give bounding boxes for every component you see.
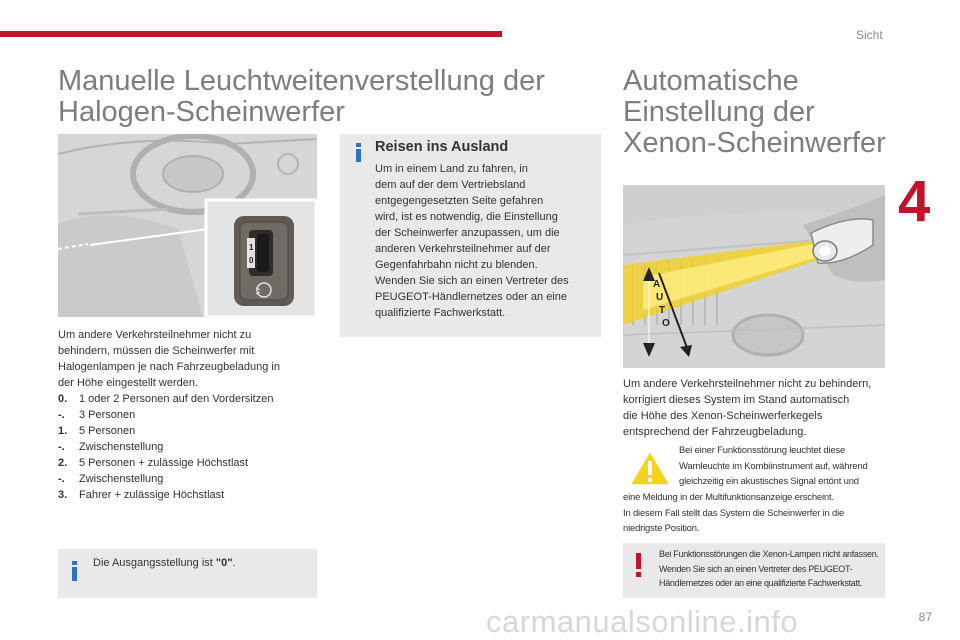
left-intro-line: Halogenlampen je nach Fahrzeugbeladung in bbox=[58, 361, 280, 373]
position-key: 3. bbox=[58, 489, 68, 501]
position-key: 0. bbox=[58, 393, 68, 405]
caution-line: Händlernetzes oder an eine qualifizierte Fachwerkstatt. bbox=[659, 578, 863, 588]
initial-position-note bbox=[58, 549, 317, 598]
left-title-line: Manuelle Leuchtweitenverstellung der bbox=[58, 65, 545, 97]
position-key: -. bbox=[58, 441, 65, 453]
warning-line: eine Meldung in der Multifunktionsanzeige erscheint. bbox=[623, 492, 834, 503]
left-title-line: Halogen-Scheinwerfer bbox=[58, 96, 345, 128]
travel-line: Gegenfahrbahn nicht zu blenden. bbox=[375, 259, 538, 271]
position-text: 5 Personen + zulässige Höchstlast bbox=[79, 457, 249, 469]
caution-line: Bei Funktionsstörungen die Xenon-Lampen nicht anfassen. bbox=[659, 549, 879, 559]
travel-abroad-text bbox=[375, 161, 569, 321]
info-icon-dot bbox=[356, 143, 361, 147]
warning-line: gleichzeitig ein akustisches Signal ertönt und bbox=[679, 476, 859, 487]
right-title bbox=[623, 66, 886, 159]
travel-line: qualifizierte Fachwerkstatt. bbox=[375, 307, 506, 319]
position-item bbox=[58, 455, 273, 471]
dial-label-0: 0 bbox=[249, 256, 254, 265]
left-intro-line: Um andere Verkehrsteilnehmer nicht zu bbox=[58, 329, 252, 341]
travel-line: anderen Verkehrsteilnehmer auf der bbox=[375, 243, 551, 255]
position-key: 1. bbox=[58, 425, 68, 437]
warning-triangle-icon bbox=[628, 449, 672, 487]
auto-letter: U bbox=[656, 292, 664, 303]
position-item bbox=[58, 423, 273, 439]
top-accent-bar bbox=[0, 31, 502, 37]
travel-line: entgegengesetzten Seite gefahren bbox=[375, 195, 544, 207]
left-title bbox=[58, 66, 545, 128]
right-title-line: Xenon-Scheinwerfer bbox=[623, 127, 886, 159]
left-intro-line: der Höhe eingestellt werden. bbox=[58, 377, 199, 389]
left-intro-line: behindern, müssen die Scheinwerfer mit bbox=[58, 345, 255, 357]
right-intro-line: entsprechend der Fahrzeugbeladung. bbox=[623, 426, 807, 438]
info-icon-dot bbox=[72, 561, 77, 565]
dashboard-illustration bbox=[58, 134, 317, 317]
right-intro-line: Um andere Verkehrsteilnehmer nicht zu behindern, bbox=[623, 378, 872, 390]
position-text: 1 oder 2 Personen auf den Vordersitzen bbox=[79, 393, 274, 405]
position-item bbox=[58, 471, 273, 487]
xenon-headlamp-illustration bbox=[623, 185, 885, 368]
position-key: -. bbox=[58, 409, 65, 421]
note-text bbox=[93, 555, 236, 571]
position-text: Fahrer + zulässige Höchstlast bbox=[79, 489, 225, 501]
section-title: Sicht bbox=[856, 28, 883, 42]
info-icon-stem bbox=[356, 149, 361, 162]
watermark: carmanualsonline.info bbox=[486, 604, 799, 639]
position-item bbox=[58, 439, 273, 455]
auto-letter: T bbox=[659, 305, 666, 316]
travel-line: Um in einem Land zu fahren, in bbox=[375, 163, 528, 175]
position-text: Zwischenstellung bbox=[79, 441, 164, 453]
travel-line: PEUGEOT-Händlernetzes oder an eine bbox=[375, 291, 567, 303]
warning-line: In diesem Fall stellt das System die Scheinwerfer in die bbox=[623, 507, 845, 519]
position-key: -. bbox=[58, 473, 65, 485]
position-text: 3 Personen bbox=[79, 409, 136, 421]
exclamation-icon-dot bbox=[636, 572, 641, 577]
right-title-line: Einstellung der bbox=[623, 96, 815, 128]
position-text: Zwischenstellung bbox=[79, 473, 164, 485]
left-intro bbox=[58, 327, 280, 391]
chapter-number: 4 bbox=[898, 169, 931, 234]
position-list bbox=[58, 391, 273, 503]
position-item bbox=[58, 407, 273, 423]
auto-letter: A bbox=[653, 279, 661, 290]
note-value: "0" bbox=[215, 557, 233, 569]
warning-line: niedrigste Position. bbox=[623, 523, 700, 534]
travel-line: der Scheinwerfer anzupassen, um die bbox=[375, 227, 560, 239]
travel-line: Wenden Sie sich an einen Vertreter des bbox=[375, 275, 569, 287]
right-intro-line: korrigiert dieses System im Stand automatisch bbox=[623, 394, 850, 406]
travel-abroad-title: Reisen ins Ausland bbox=[375, 139, 509, 155]
warning-line: Bei einer Funktionsstörung leuchtet diese bbox=[679, 445, 846, 456]
warning-text-bottom bbox=[623, 490, 844, 537]
position-key: 2. bbox=[58, 457, 68, 469]
auto-letter: O bbox=[662, 318, 670, 329]
info-icon-stem bbox=[72, 567, 77, 581]
xenon-caution-box bbox=[623, 543, 885, 598]
travel-abroad-box bbox=[340, 134, 601, 337]
right-title-line: Automatische bbox=[623, 65, 799, 97]
note-prefix: Die Ausgangsstellung ist bbox=[93, 557, 216, 569]
page-number: 87 bbox=[918, 610, 932, 624]
right-intro-line: die Höhe des Xenon-Scheinwerferkegels bbox=[623, 410, 823, 422]
position-item bbox=[58, 391, 273, 407]
right-intro bbox=[623, 376, 871, 440]
warning-line: Warnleuchte im Kombiinstrument auf, während bbox=[679, 460, 868, 472]
travel-line: wird, ist es notwendig, die Einstellung bbox=[375, 211, 558, 223]
headlamp-drawing bbox=[623, 185, 885, 368]
dashboard-drawing bbox=[58, 134, 317, 317]
exclamation-icon-bar bbox=[636, 553, 641, 569]
position-text: 5 Personen bbox=[79, 425, 136, 437]
dial-label-1: 1 bbox=[249, 243, 254, 252]
note-suffix: . bbox=[232, 557, 236, 569]
position-item bbox=[58, 487, 273, 503]
caution-text bbox=[659, 547, 879, 591]
caution-line: Wenden Sie sich an einen Vertreter des PEUGEOT- bbox=[659, 563, 853, 574]
travel-line: dem auf der dem Vertriebsland bbox=[375, 179, 526, 191]
warning-text-top bbox=[679, 443, 868, 490]
